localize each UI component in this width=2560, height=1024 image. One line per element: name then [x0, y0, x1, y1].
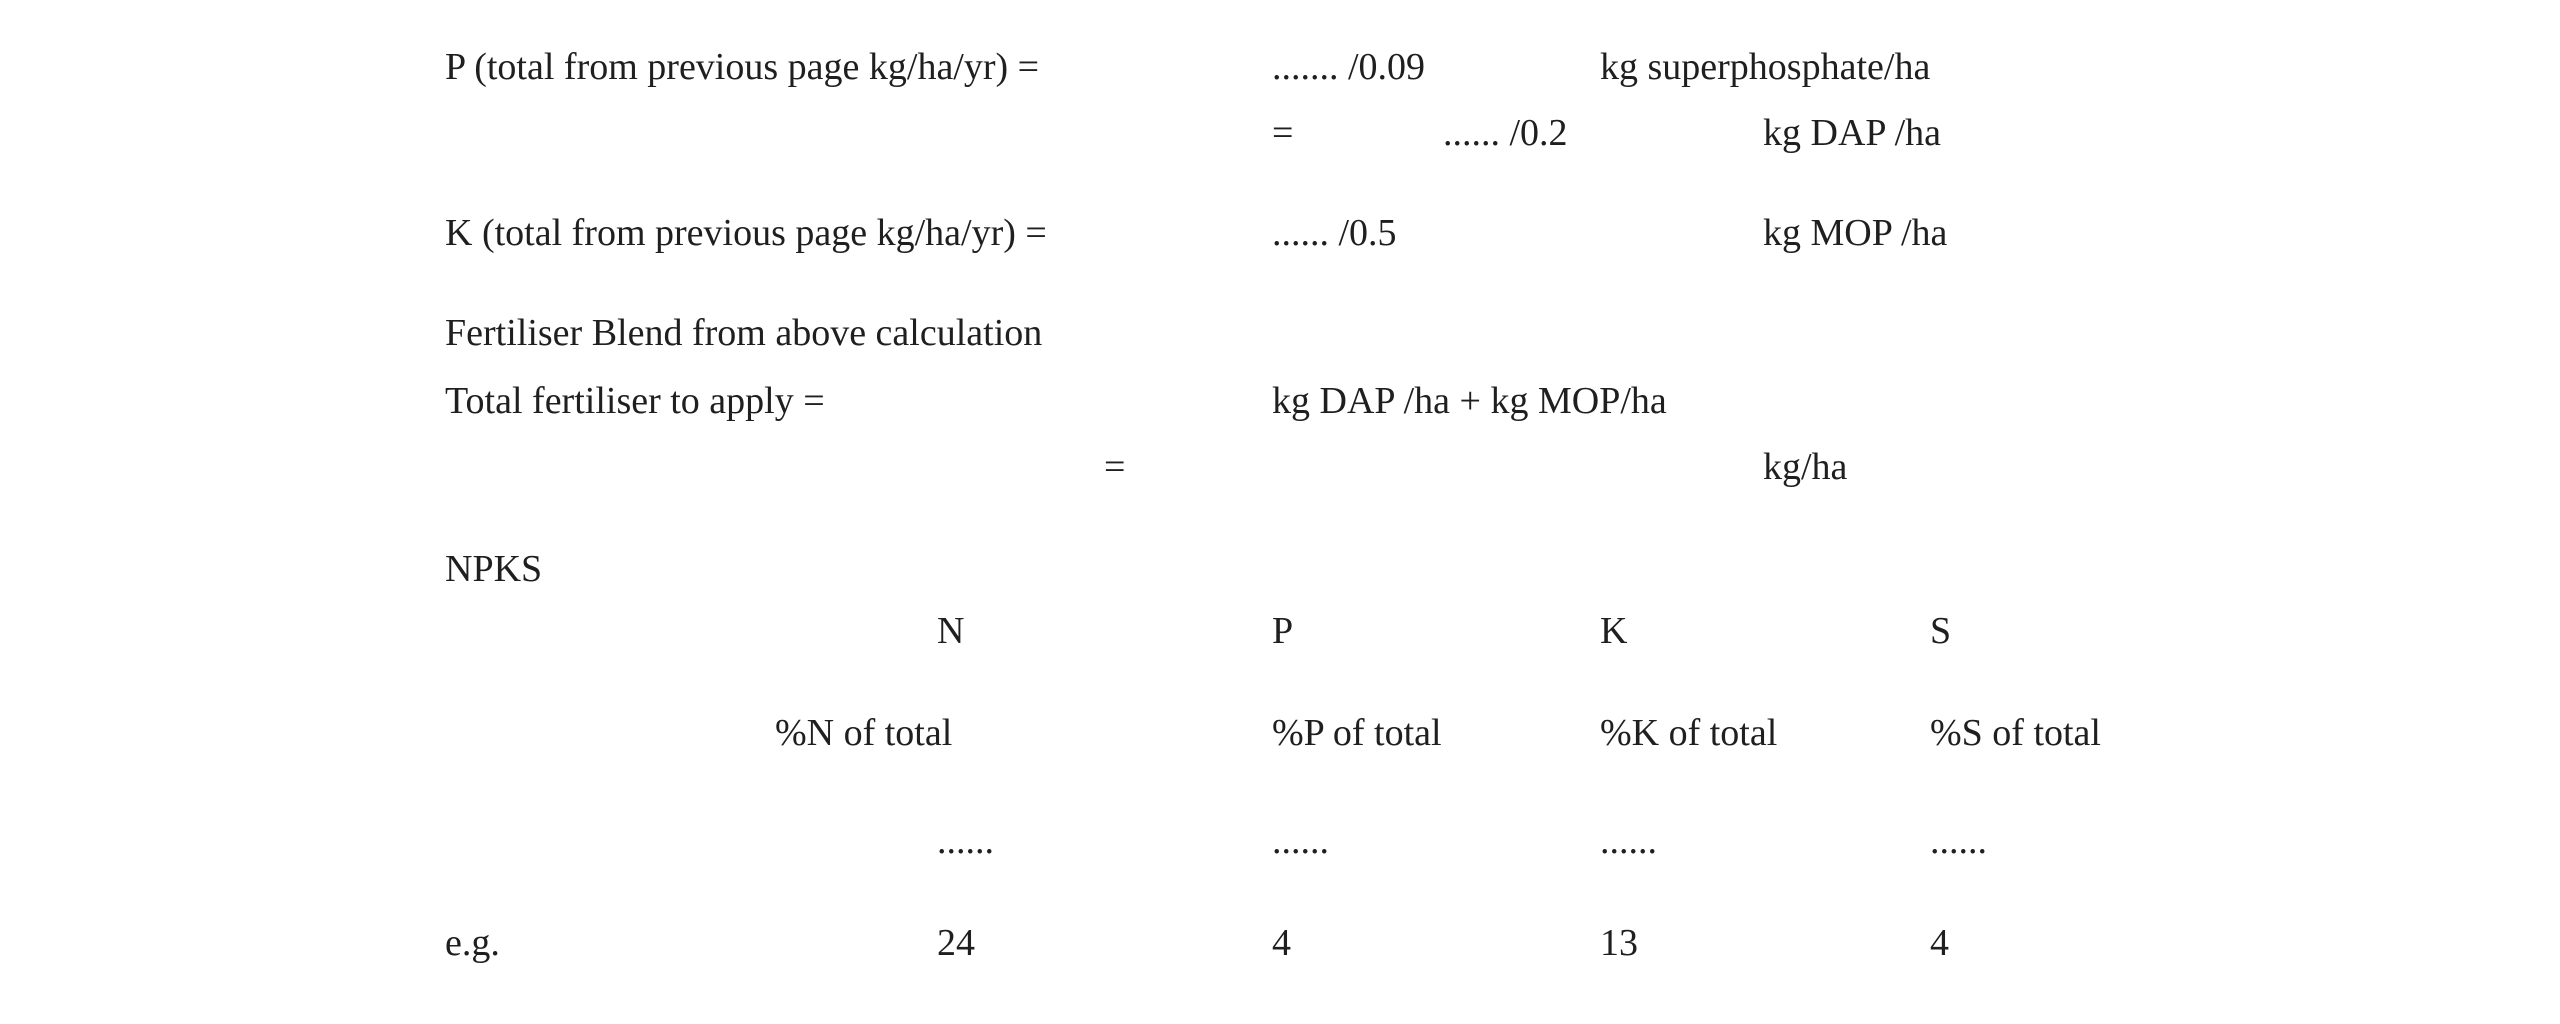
blend-heading: Fertiliser Blend from above calculation — [445, 312, 1043, 354]
p-total-label: P (total from previous page kg/ha/yr) = — [445, 46, 1040, 88]
blank-p: ...... — [1272, 820, 1329, 862]
p-dap-value: ...... /0.2 — [1443, 112, 1568, 154]
total-equals: = — [1104, 446, 1126, 488]
blank-s: ...... — [1930, 820, 1987, 862]
p-superphosphate-value: ....... /0.09 — [1272, 46, 1426, 88]
k-total-label: K (total from previous page kg/ha/yr) = — [445, 212, 1047, 254]
blank-n: ...... — [937, 820, 994, 862]
k-mop-unit: kg MOP /ha — [1763, 212, 1948, 254]
example-label: e.g. — [445, 922, 500, 964]
total-unit: kg/ha — [1763, 446, 1848, 488]
p-superphosphate-unit: kg superphosphate/ha — [1600, 46, 1931, 88]
example-k-value: 13 — [1600, 922, 1638, 964]
p-dap-equals: = — [1272, 112, 1294, 154]
percent-n-label: %N of total — [775, 712, 953, 754]
percent-p-label: %P of total — [1272, 712, 1442, 754]
example-s-value: 4 — [1930, 922, 1949, 964]
col-header-p: P — [1272, 610, 1294, 652]
col-header-k: K — [1600, 610, 1628, 652]
example-n-value: 24 — [937, 922, 975, 964]
blank-k: ...... — [1600, 820, 1657, 862]
col-header-s: S — [1930, 610, 1952, 652]
total-fertiliser-label: Total fertiliser to apply = — [445, 380, 825, 422]
example-p-value: 4 — [1272, 922, 1291, 964]
total-fertiliser-formula: kg DAP /ha + kg MOP/ha — [1272, 380, 1667, 422]
k-mop-value: ...... /0.5 — [1272, 212, 1397, 254]
npks-heading: NPKS — [445, 548, 543, 590]
p-dap-unit: kg DAP /ha — [1763, 112, 1942, 154]
percent-s-label: %S of total — [1930, 712, 2101, 754]
percent-k-label: %K of total — [1600, 712, 1778, 754]
col-header-n: N — [937, 610, 965, 652]
